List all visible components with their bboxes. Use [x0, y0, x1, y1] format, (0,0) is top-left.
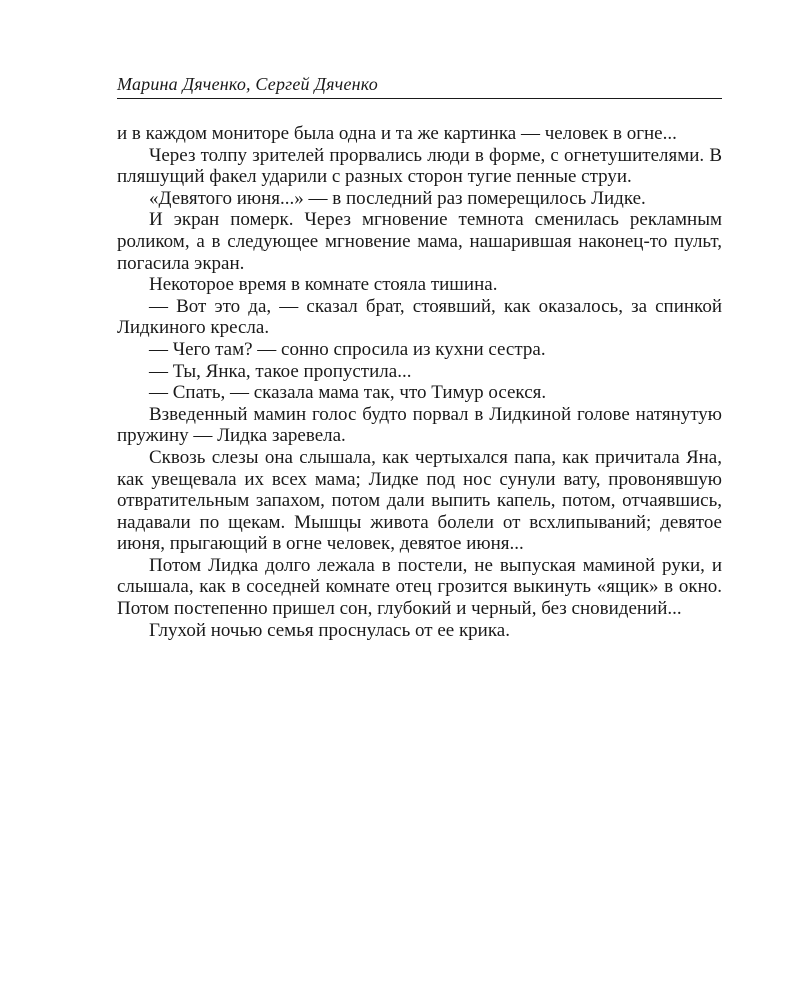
dialogue-line: — Ты, Янка, такое пропустила...	[149, 360, 412, 382]
paragraph: и в каждом мониторе была одна и та же картинка — человек в огне...	[117, 123, 677, 144]
running-header: Марина Дяченко, Сергей Дяченко	[117, 72, 722, 99]
paragraph: Сквозь слезы она слышала, как чертыхался папа, как причитала Яна, как увещевала их всех мама; Лидке под нос сунули вату, провонявшую отвратительным запахом, потом дали выпить капель, потом, отчаявшись, надавали по щекам. Мышцы живота болели от всхлипываний; девятое июня, прыгающий в огне человек, девятое июня...	[117, 446, 722, 555]
dialogue-line: — Вот это да, — сказал брат, стоявший, как оказалось, за спинкой Лидкиного кресла.	[117, 295, 722, 339]
paragraph: Потом Лидка долго лежала в постели, не выпуская маминой руки, и слышала, как в соседней комнате отец грозится выкинуть «ящик» в окно. Потом постепенно пришел сон, глубокий и черный, без сновидений...	[117, 554, 722, 620]
paragraph: Глухой ночью семья проснулась от ее крика.	[149, 619, 510, 641]
paragraph: «Девятого июня...» — в последний раз померещилось Лидке.	[149, 187, 646, 209]
book-page	[117, 72, 722, 641]
dialogue-line: — Чего там? — сонно спросила из кухни сестра.	[149, 338, 546, 360]
paragraph: И экран померк. Через мгновение темнота сменилась рекламным роликом, а в следующее мгновение мама, нашарившая наконец-то пульт, погасила экран.	[117, 209, 722, 274]
body-text	[117, 123, 722, 641]
paragraph: Взведенный мамин голос будто порвал в Лидкиной голове натянутую пружину — Лидка заревела.	[117, 403, 722, 447]
paragraph: Через толпу зрителей прорвались люди в форме, с огнетушителями. В пляшущий факел ударили с разных сторон тугие пенные струи.	[117, 144, 722, 188]
paragraph: Некоторое время в комнате стояла тишина.	[149, 274, 498, 296]
dialogue-line: — Спать, — сказала мама так, что Тимур осекся.	[149, 382, 547, 404]
